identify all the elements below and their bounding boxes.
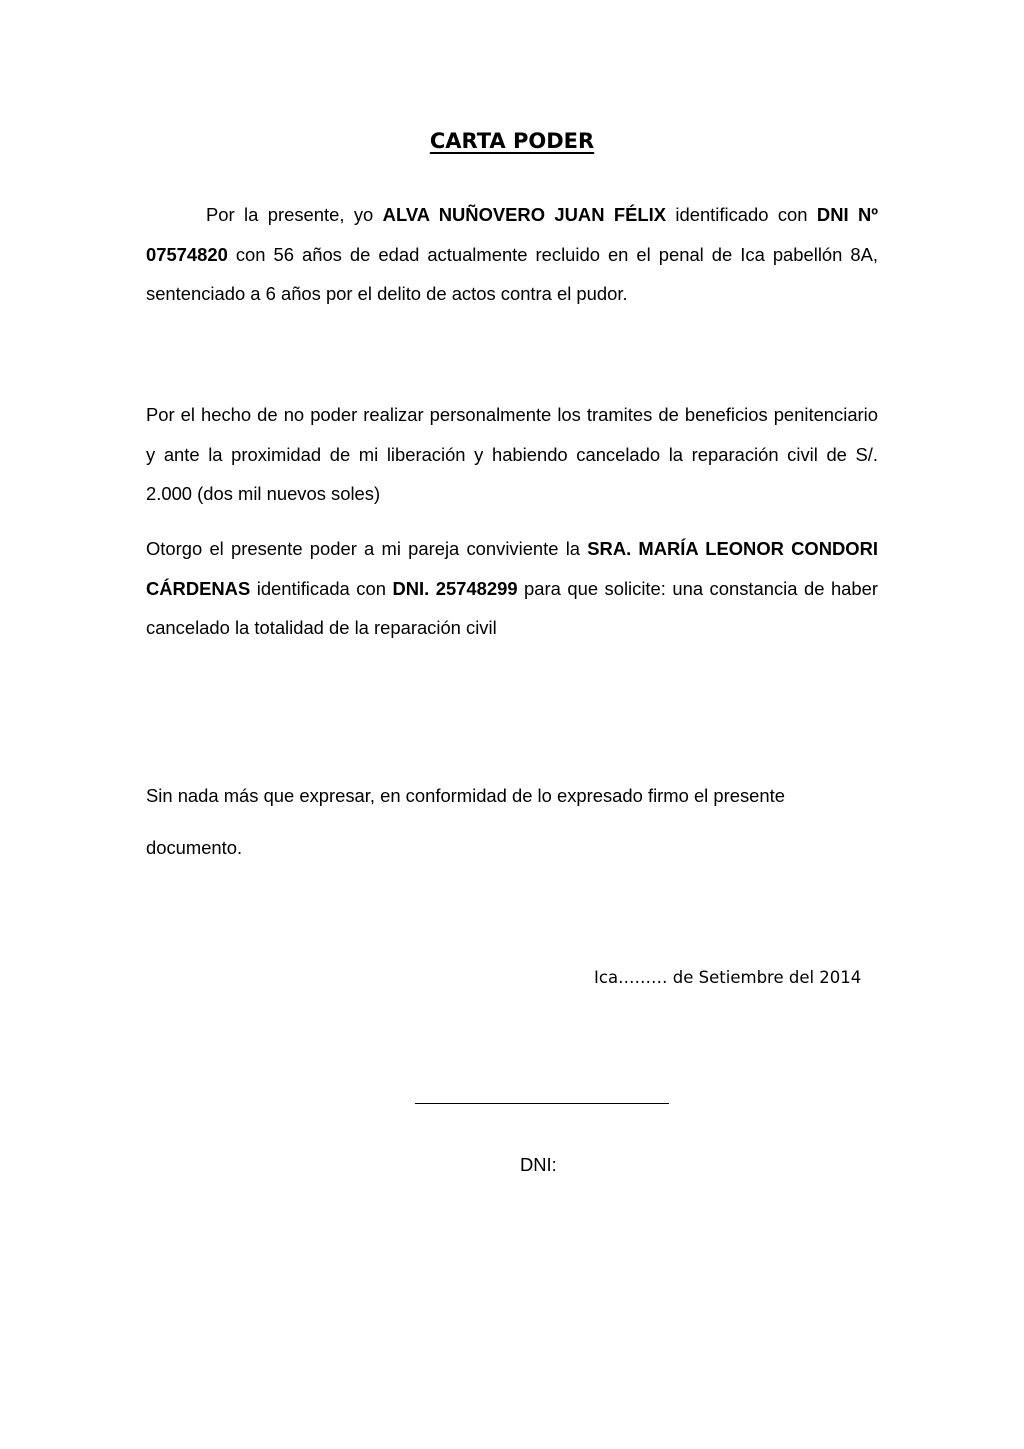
grantor-name: ALVA NUÑOVERO JUAN FÉLIX [382,204,666,225]
paragraph-reason: Por el hecho de no poder realizar personalmente los tramites de beneficios penitenciario y ante la proximidad de mi liberación y habiendo cancelado la reparación civil de S/. 2.000 (dos mil nuevos soles) [146,404,878,504]
p1-text-1: Por la presente, yo [206,204,383,225]
p3-text-1: Otorgo el presente poder a mi pareja conviviente la [146,538,588,559]
document-title [0,126,1024,156]
signature-dni-label: DNI: [520,1154,557,1175]
p1-text-3: con 56 años de edad actualmente recluido en el penal de Ica pabellón 8A, sentenciado a 6 años por el delito de actos contra el pudor. [146,243,878,304]
title-text: CARTA PODER [429,129,595,153]
p3-text-2: identificada con [250,577,393,599]
paragraph-declaration [146,195,878,314]
p3-text-3: para que solicite: una constancia de haber cancelado la totalidad de la reparación civil [146,577,878,638]
grantee-name: SRA. MARÍA LEONOR CONDORI CÁRDENAS [146,538,878,599]
date-line: Ica……… de Setiembre del 2014 [594,968,862,987]
paragraph-grant [146,529,878,648]
grantee-dni: DNI. 25748299 [392,577,518,599]
p1-text-2: identificado con [666,204,817,225]
grantor-dni: DNI Nº 07574820 [146,204,878,265]
paragraph-closing: Sin nada más que expresar, en conformidad de lo expresado firmo el presente documento. [146,785,785,858]
signature-line [415,1103,669,1104]
